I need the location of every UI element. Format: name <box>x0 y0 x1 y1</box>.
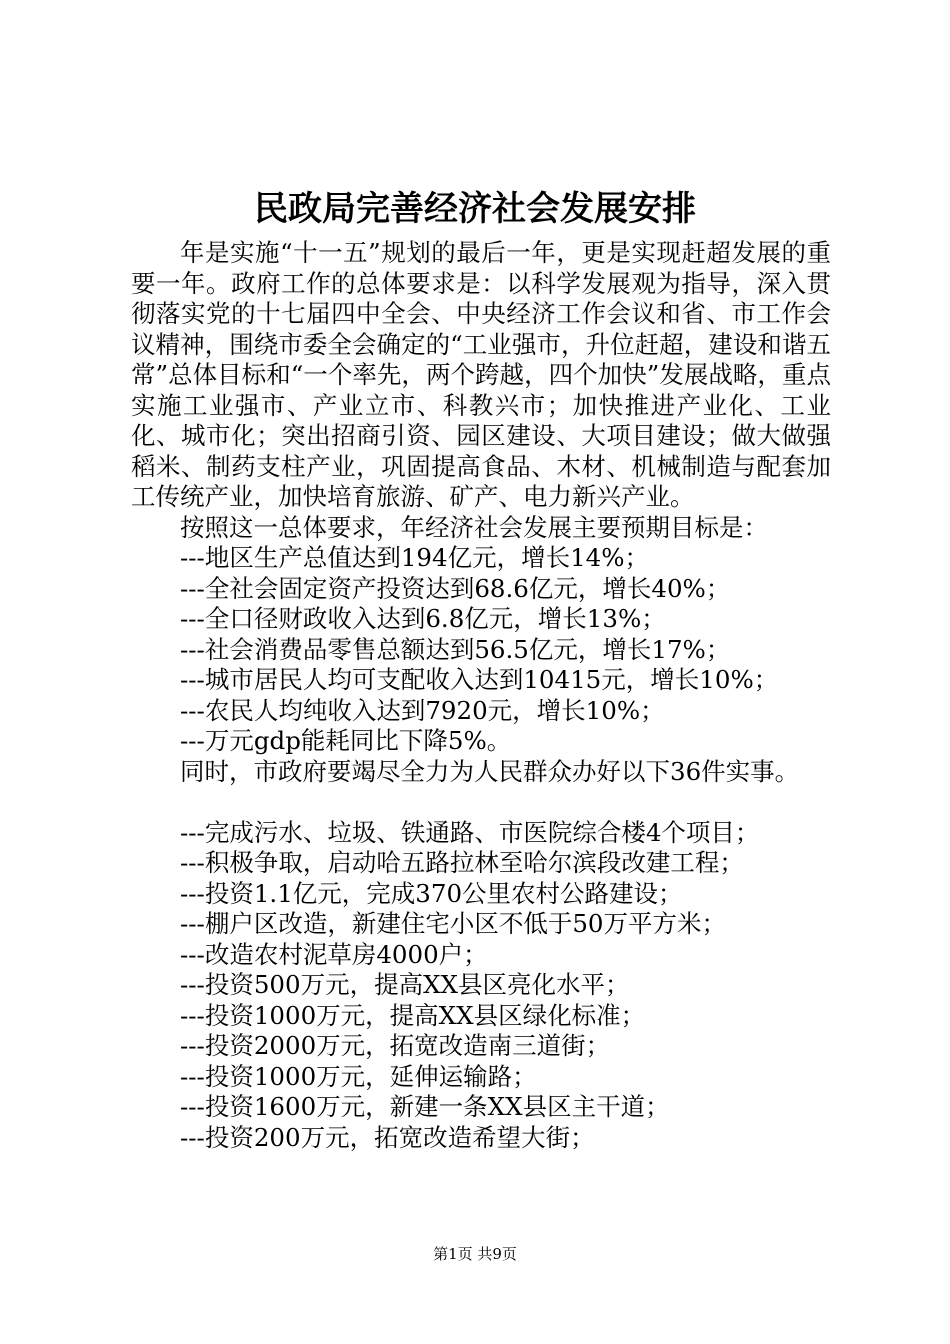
document-body <box>131 238 831 1153</box>
target-item: ---全社会固定资产投资达到68.6亿元，增长40%； <box>180 573 731 603</box>
target-item: ---社会消费品零售总额达到56.5亿元，增长17%； <box>180 634 731 664</box>
task-item: ---完成污水、垃圾、铁通路、市医院综合楼4个项目； <box>180 817 760 847</box>
target-item: ---全口径财政收入达到6.8亿元，增长13%； <box>180 604 666 633</box>
target-item: ---地区生产总值达到194亿元，增长14%； <box>180 543 650 572</box>
task-item: ---投资2000万元，拓宽改造南三道街； <box>180 1031 611 1060</box>
blank-line <box>131 787 831 818</box>
target-item: ---城市居民人均可支配收入达到10415元，增长10%； <box>180 665 779 694</box>
intro-paragraph: 年是实施“十一五”规划的最后一年，更是实现赶超发展的重要一年。政府工作的总体要求是：以科学发展观为指导，深入贯彻落实党的十七届四中全会、中央经济工作会议和省、市工作会议精神，围绕市委全会确定的“工业强市，升位赶超，建设和谐五常”总体目标和“一个率先，两个跨越，四个加快”发展战略，重点实施工业强市、产业立市、科教兴市；加快推进产业化、工业化、城市化；突出招商引资、园区建设、大项目建设；做大做强稻米、制药支柱产业，巩固提高食品、木材、机械制造与配套加工传统产业，加快培育旅游、矿产、电力新兴产业。 <box>131 238 831 511</box>
task-item: ---改造农村泥草房4000户； <box>180 939 488 969</box>
task-item: ---投资1.1亿元，完成370公里农村公路建设； <box>180 878 683 908</box>
target-item: ---农民人均纯收入达到7920元，增长10%； <box>180 695 665 725</box>
document-title: 民政局完善经济社会发展安排 <box>254 189 696 229</box>
task-item: ---棚户区改造，新建住宅小区不低于50万平方米； <box>180 909 727 938</box>
target-item: ---万元gdp能耗同比下降5%。 <box>180 726 512 755</box>
tasks-heading: 同时，市政府要竭尽全力为人民群众办好以下36件实事。 <box>180 756 800 786</box>
task-item: ---投资1000万元，延伸运输路； <box>180 1061 537 1091</box>
targets-heading: 按照这一总体要求，年经济社会发展主要预期目标是： <box>180 512 768 542</box>
task-item: ---投资1000万元，提高XX县区绿化标准； <box>180 1000 646 1030</box>
task-item: ---投资200万元，拓宽改造希望大街； <box>180 1122 595 1152</box>
task-item: ---投资1600万元，新建一条XX县区主干道； <box>180 1092 670 1121</box>
task-item: ---积极争取，启动哈五路拉林至哈尔滨段改建工程； <box>180 848 744 877</box>
page-footer: 第1页 共9页 <box>433 1245 517 1263</box>
task-item: ---投资500万元，提高XX县区亮化水平； <box>180 970 630 999</box>
